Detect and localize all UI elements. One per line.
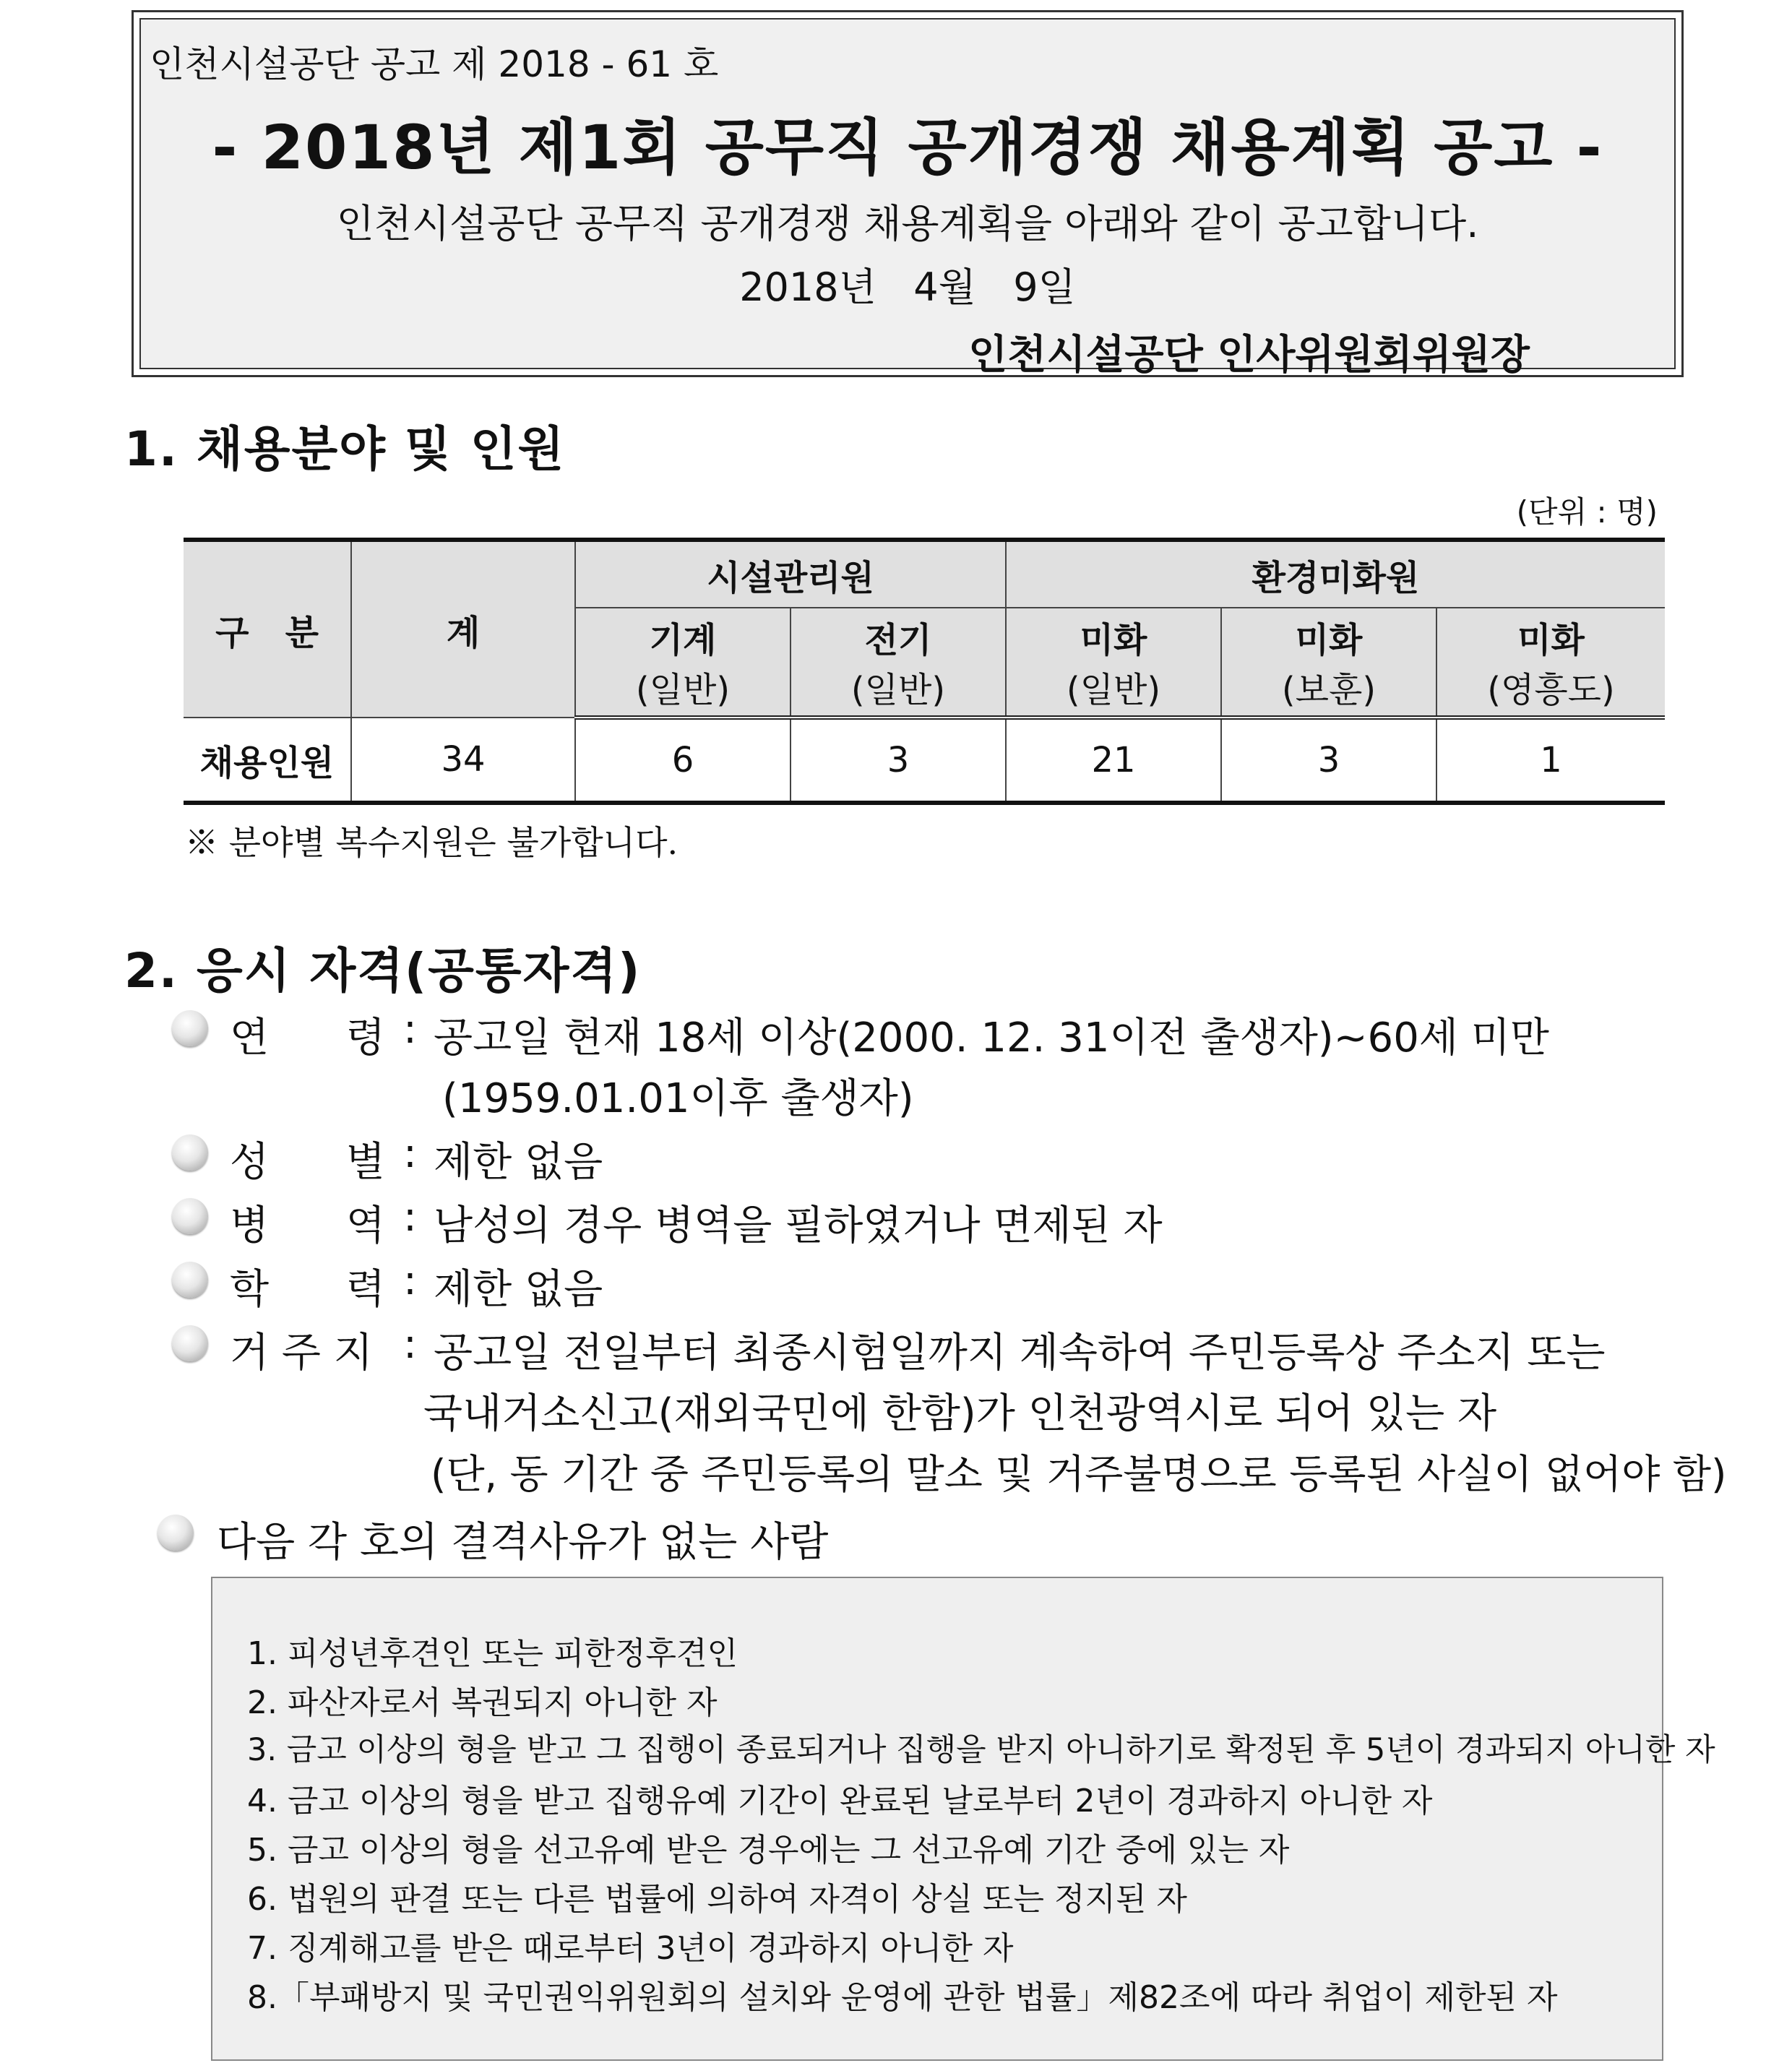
disqualification-box (211, 1577, 1715, 2061)
subheader-cell (1221, 608, 1436, 718)
qual-colon: : (403, 1321, 417, 1368)
subheader-cell (791, 608, 1006, 718)
subheader-title: 기계 (649, 620, 717, 660)
subheader-title: 전기 (864, 620, 932, 660)
notice-box (132, 10, 1684, 377)
subheader-type: (보훈) (1281, 670, 1377, 710)
subheader-title: 미화 (1080, 620, 1147, 660)
table-cell: 3 (791, 718, 1006, 803)
qual-label: 병 역 (230, 1202, 385, 1249)
qual-text: 공고일 전일부터 최종시험일까지 계속하여 주민등록상 주소지 또는 (434, 1330, 1606, 1377)
disq-item: 6. 법원의 판결 또는 다른 법률에 의하여 자격이 상실 또는 정지된 자 (247, 1881, 1187, 1918)
subheader-cell (1436, 608, 1665, 718)
notice-date: 2018년 4월 9일 (739, 264, 1076, 310)
qual-colon: : (403, 1257, 417, 1304)
subheader-cell (575, 608, 791, 718)
row-label: 채용인원 (184, 718, 351, 803)
subheader-type: (일반) (850, 670, 946, 710)
qual-label: 성 별 (230, 1139, 385, 1186)
disq-item: 5. 금고 이상의 형을 선고유예 받은 경우에는 그 선고유예 기간 중에 있는 자 (247, 1832, 1290, 1869)
section2-heading: 2. 응시 자격(공통자격) (124, 943, 642, 999)
subheader-title: 미화 (1517, 620, 1585, 660)
qual-text-cont: (1959.01.01이후 출생자) (442, 1075, 914, 1122)
qual-text: 제한 없음 (434, 1139, 603, 1186)
subheader-type: (일반) (635, 670, 731, 710)
notice-number: 인천시설공단 공고 제 2018 - 61 호 (150, 43, 719, 85)
disq-item: 8.「부패방지 및 국민권익위원회의 설치와 운영에 관한 법률」제82조에 따라 취업이 제한된 자 (247, 1979, 1558, 2016)
qual-label: 연 령 (230, 1015, 385, 1061)
section1-heading: 1. 채용분야 및 인원 (124, 421, 566, 477)
header-category: 구 분 (184, 540, 351, 718)
bullet-icon (172, 1262, 208, 1298)
notice-signer: 인천시설공단 인사위원회위원장 (968, 332, 1530, 379)
table-cell: 3 (1221, 718, 1436, 803)
header-group-facility: 시설관리원 (575, 540, 1006, 608)
unit-note: (단위 : 명) (1516, 494, 1658, 530)
qual-text-cont: 국내거소신고(재외국민에 한함)가 인천광역시로 되어 있는 자 (423, 1390, 1497, 1437)
bullet-icon (172, 1010, 208, 1046)
multi-apply-note: ※ 분야별 복수지원은 불가합니다. (185, 823, 679, 862)
qual-text: 남성의 경우 병역을 필하였거나 면제된 자 (434, 1202, 1163, 1249)
notice-inner (139, 18, 1676, 379)
qual-colon: : (403, 1006, 417, 1053)
qual-label: 거 주 지 (230, 1330, 373, 1377)
qual-text-cont: (단, 동 기간 중 주민등록의 말소 및 거주불명으로 등록된 사실이 없어야 함) (431, 1451, 1727, 1497)
subheader-type: (영흥도) (1487, 670, 1615, 710)
recruit-table (184, 538, 1665, 805)
bullet-icon (158, 1515, 194, 1551)
notice-title: - 2018년 제1회 공무직 공개경쟁 채용계획 공고 - (212, 112, 1603, 183)
qual-text: 공고일 현재 18세 이상(2000. 12. 31이전 출생자)~60세 미만 (434, 1015, 1549, 1061)
table-cell: 6 (575, 718, 791, 803)
header-group-environment: 환경미화원 (1006, 540, 1665, 608)
disq-heading: 다음 각 호의 결격사유가 없는 사람 (217, 1519, 829, 1566)
table-cell: 1 (1436, 718, 1665, 803)
disq-item: 3. 금고 이상의 형을 받고 그 집행이 종료되거나 집행을 받지 아니하기로 확정된 후 5년이 경과되지 아니한 자 (247, 1732, 1715, 1768)
table-cell: 34 (351, 718, 575, 803)
subheader-type: (일반) (1066, 670, 1161, 710)
qual-label: 학 력 (230, 1266, 385, 1313)
qual-colon: : (403, 1194, 417, 1241)
disq-item: 7. 징계해고를 받은 때로부터 3년이 경과하지 아니한 자 (247, 1930, 1014, 1967)
bullet-icon (172, 1198, 208, 1234)
notice-body: 인천시설공단 공무직 공개경쟁 채용계획을 아래와 같이 공고합니다. (336, 201, 1479, 246)
bullet-icon (172, 1325, 208, 1361)
subheader-cell (1006, 608, 1221, 718)
bullet-icon (172, 1134, 208, 1171)
disq-item: 1. 피성년후견인 또는 피한정후견인 (247, 1635, 738, 1672)
table-cell: 21 (1006, 718, 1221, 803)
subheader-title: 미화 (1295, 620, 1363, 660)
header-total: 계 (351, 540, 575, 718)
disq-item: 4. 금고 이상의 형을 받고 집행유예 기간이 완료된 날로부터 2년이 경과하지 아니한 자 (247, 1783, 1433, 1819)
qual-colon: : (403, 1130, 417, 1177)
disq-item: 2. 파산자로서 복권되지 아니한 자 (247, 1684, 718, 1721)
qual-text: 제한 없음 (434, 1266, 603, 1313)
